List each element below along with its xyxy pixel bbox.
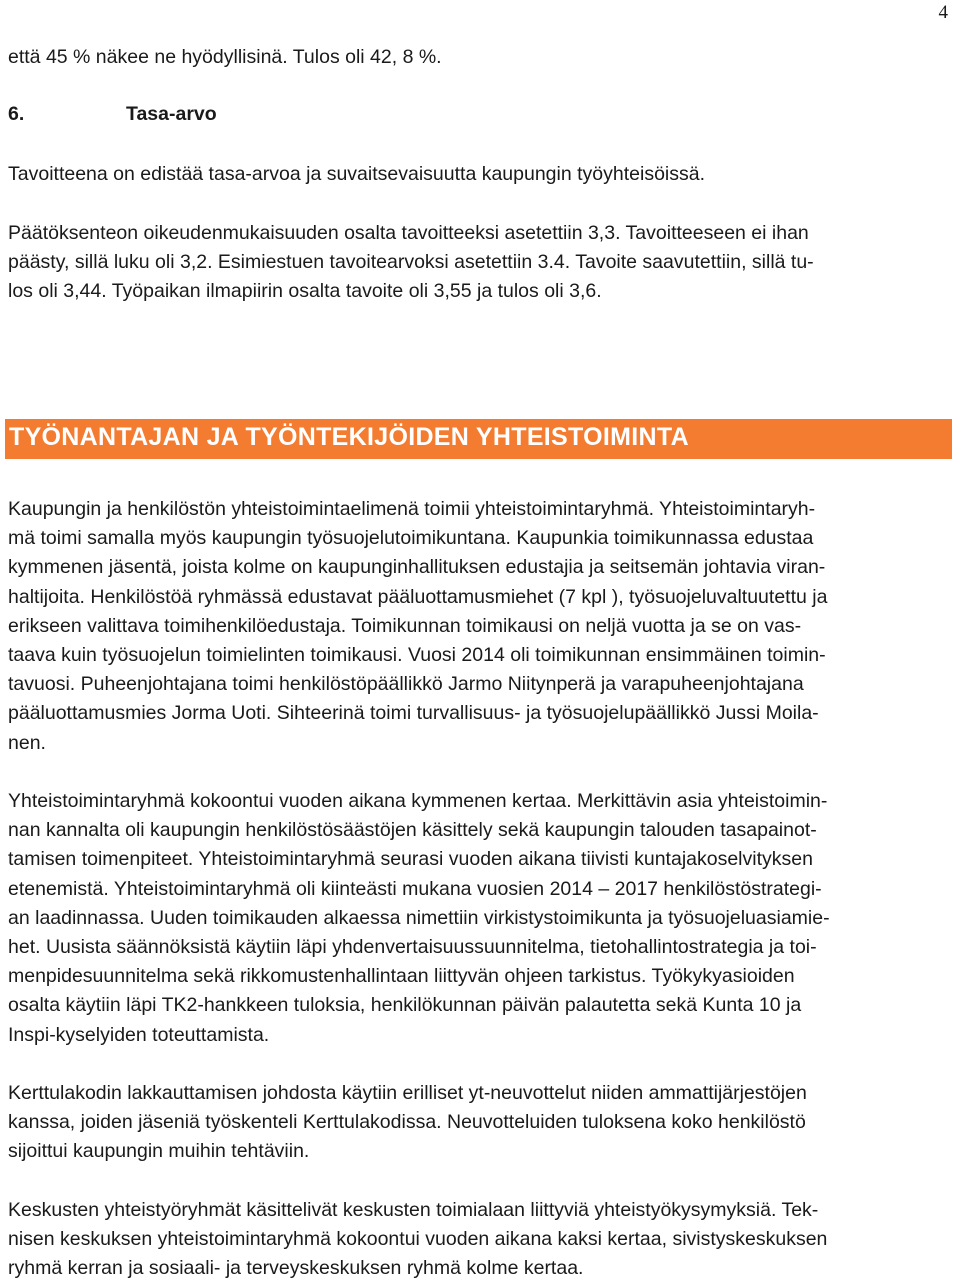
text-line: Päätöksenteon oikeudenmukaisuuden osalta tavoitteeksi asetettiin 3,3. Tavoitteeseen ei ihan bbox=[8, 222, 809, 244]
meetings-paragraph bbox=[8, 787, 954, 1050]
text-line: erikseen valittava toimihenkilöedustaja. Toimikunnan toimikausi on neljä vuotta ja se on vas- bbox=[8, 614, 802, 637]
kerttulakoti-paragraph bbox=[8, 1079, 954, 1167]
section-title: Tasa-arvo bbox=[126, 103, 217, 125]
text-line: tamisen toimenpiteet. Yhteistoimintaryhmä seurasi vuoden aikana tiivisti kuntajakoselvityksen bbox=[8, 848, 813, 871]
text-line: päästy, sillä luku oli 3,2. Esimiestuen tavoitearvoksi asetettiin 3.4. Tavoite saavutettiin, sillä tu- bbox=[8, 251, 814, 274]
text-line: mä toimi samalla myös kaupungin työsuojelutoimikuntana. Kaupunkia toimikunnassa edustaa bbox=[8, 527, 814, 550]
section-number: 6. bbox=[8, 103, 25, 125]
text-line: tavuosi. Puheenjohtajana toimi henkilöstöpäällikkö Jarmo Niitynperä ja varapuheenjohtajana bbox=[8, 673, 804, 696]
text-line: osalta käytiin läpi TK2-hankkeen tuloksia, henkilökunnan päivän palautetta sekä Kunta 10 ja bbox=[8, 994, 802, 1017]
text-line: kymmenen jäsentä, joista kolme on kaupunginhallituksen edustajia ja seitsemän johtavia viran- bbox=[8, 556, 826, 579]
intro-paragraph bbox=[8, 43, 954, 72]
text-line: Yhteistoimintaryhmä kokoontui vuoden aikana kymmenen kertaa. Merkittävin asia yhteistoimin- bbox=[8, 790, 828, 812]
text-line: taava kuin työsuojelun toimielinten toimikausi. Vuosi 2014 oli toimikunnan ensimmäinen toimin- bbox=[8, 644, 826, 667]
text-line: Keskusten yhteistyöryhmät käsittelivät keskusten toimialaan liittyviä yhteistyökysymyksiä. Tek- bbox=[8, 1199, 819, 1221]
text-line: menpidesuunnitelma sekä rikkomustenhallintaan liittyvän ohjeen tarkistus. Työkykyasioiden bbox=[8, 965, 795, 988]
text-line: sijoittui kaupungin muihin tehtäviin. bbox=[8, 1140, 310, 1163]
banner-title: TYÖNANTAJAN JA TYÖNTEKIJÖIDEN YHTEISTOIMINTA bbox=[9, 423, 689, 451]
text-line: ryhmä kerran ja sosiaali- ja terveyskeskuksen ryhmä kolme kertaa. bbox=[8, 1257, 584, 1280]
text-line: että 45 % näkee ne hyödyllisinä. Tulos oli 42, 8 %. bbox=[8, 46, 442, 68]
center-groups-paragraph bbox=[8, 1196, 954, 1284]
text-line: los oli 3,44. Työpaikan ilmapiirin osalta tavoite oli 3,55 ja tulos oli 3,6. bbox=[8, 280, 602, 303]
text-line: Inspi-kyselyiden toteuttamista. bbox=[8, 1023, 270, 1046]
text-line: het. Uusista säännöksistä käytiin läpi yhdenvertaisuussuunnitelma, tietohallintostrategia ja toi- bbox=[8, 936, 817, 959]
goal-paragraph bbox=[8, 160, 954, 189]
text-line: Tavoitteena on edistää tasa-arvoa ja suvaitsevaisuutta kaupungin työyhteisöissä. bbox=[8, 163, 706, 185]
page-number: 4 bbox=[938, 2, 948, 23]
text-line: nan kannalta oli kaupungin henkilöstösäästöjen käsittely sekä kaupungin talouden tasapainot- bbox=[8, 819, 817, 842]
cooperation-paragraph bbox=[8, 495, 954, 758]
text-line: pääluottamusmies Jorma Uoti. Sihteerinä toimi turvallisuus- ja työsuojelupäällikkö Jussi Moila- bbox=[8, 702, 819, 725]
text-line: an laadinnassa. Uuden toimikauden alkaessa nimettiin virkistystoimikunta ja työsuojeluasiamie- bbox=[8, 906, 830, 929]
section-banner bbox=[5, 419, 952, 459]
text-line: Kaupungin ja henkilöstön yhteistoimintaelimenä toimii yhteistoimintaryhmä. Yhteistoimintaryh- bbox=[8, 498, 816, 520]
section-heading bbox=[8, 103, 217, 126]
text-line: Kerttulakodin lakkauttamisen johdosta käytiin erilliset yt-neuvottelut niiden ammattijärjestöjen bbox=[8, 1082, 807, 1104]
text-line: haltijoita. Henkilöstöä ryhmässä edustavat pääluottamusmiehet (7 kpl ), työsuojeluvaltuutettu ja bbox=[8, 585, 828, 608]
results-paragraph bbox=[8, 219, 954, 307]
text-line: etenemistä. Yhteistoimintaryhmä oli kiinteästi mukana vuosien 2014 – 2017 henkilöstöstrategi- bbox=[8, 877, 822, 900]
text-line: nen. bbox=[8, 731, 46, 754]
text-line: kanssa, joiden jäseniä työskenteli Kerttulakodissa. Neuvotteluiden tuloksena koko henkilöstö bbox=[8, 1111, 806, 1134]
text-line: nisen keskuksen yhteistoimintaryhmä kokoontui vuoden aikana kaksi kertaa, sivistyskeskuksen bbox=[8, 1228, 828, 1251]
